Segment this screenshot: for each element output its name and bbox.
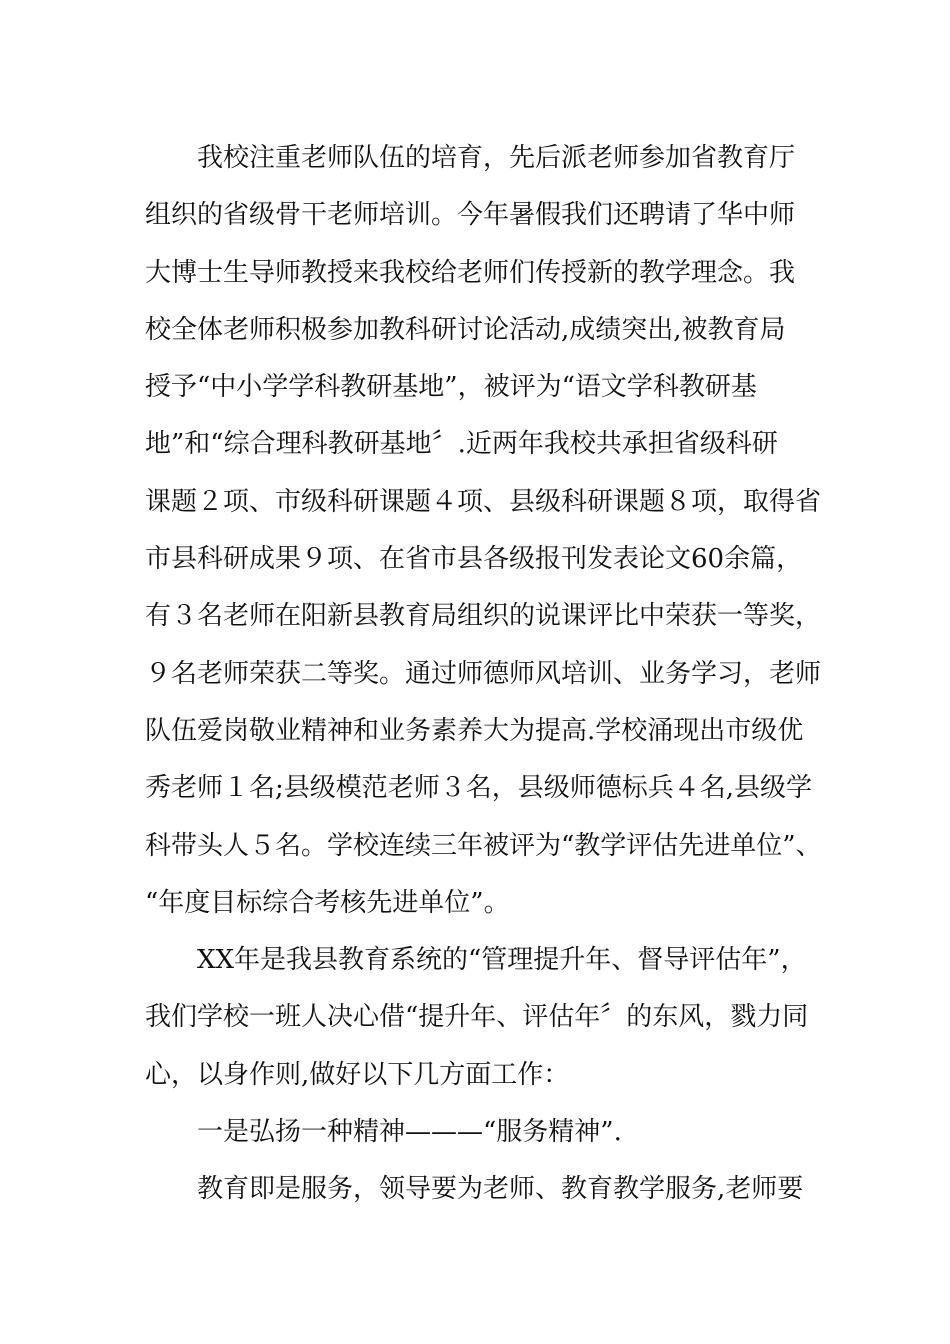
paragraph-line: 教育即是服务，领导要为老师、教育教学服务,老师要	[197, 1174, 804, 1205]
section-heading: 一是弘扬一种精神———“服务精神”.	[197, 1117, 622, 1148]
paragraph-line: 有３名老师在阳新县教育局组织的说课评比中荣获一等奖，	[145, 601, 822, 632]
paragraph-line: 我们学校一班人决心借“提升年、评估年〞的东风，戮力同	[145, 1002, 809, 1033]
paragraph-line: 市县科研成果９项、在省市县各级报刊发表论文60余篇，	[145, 544, 803, 575]
paragraph-line: 组织的省级骨干老师培训。今年暑假我们还聘请了华中师	[145, 200, 796, 231]
paragraph-line: 科带头人５名。学校连续三年被评为“教学评估先进单位”、	[145, 830, 822, 861]
paragraph-line: 课题２项、市级科研课题４项、县级科研课题８项，取得省	[145, 486, 822, 517]
paragraph-line: 秀老师１名;县级模范老师３名，县级师德标兵４名,县级学	[145, 773, 813, 804]
body-text	[145, 130, 835, 1219]
paragraph-line: 大博士生导师教授来我校给老师们传授新的教学理念。我	[145, 257, 796, 288]
paragraph-line: 我校注重老师队伍的培育，先后派老师参加省教育厅	[197, 143, 796, 173]
paragraph-line: ９名老师荣获二等奖。通过师德师风培训、业务学习，老师	[145, 658, 822, 689]
paragraph-line: “年度目标综合考核先进单位”。	[145, 887, 510, 918]
paragraph-line: 地”和“综合理科教研基地〞.近两年我校共承担省级科研	[145, 429, 778, 460]
paragraph-line: 授予“中小学学科教研基地”，被评为“语文学科教研基	[145, 372, 757, 403]
paragraph-line: 校全体老师积极参加教科研讨论活动,成绩突出,被教育局	[145, 314, 786, 345]
paragraph-line: XX年是我县教育系统的“管理提升年、督导评估年”，	[197, 945, 807, 976]
paragraph-line: 心，以身作则,做好以下几方面工作：	[145, 1059, 570, 1090]
paragraph-line: 队伍爱岗敬业精神和业务素养大为提高.学校涌现出市级优	[145, 715, 804, 746]
